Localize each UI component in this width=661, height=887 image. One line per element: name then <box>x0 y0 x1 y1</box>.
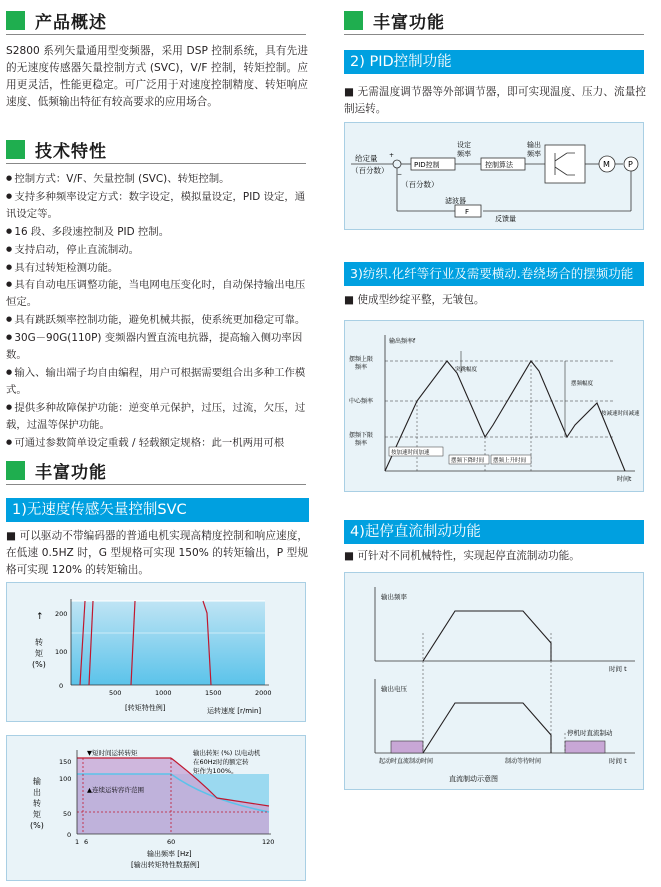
x-tick: 6 <box>84 838 89 846</box>
features-title: 技术特性 <box>35 141 107 162</box>
heading-rule <box>6 34 306 35</box>
x-tick: 500 <box>109 689 122 697</box>
stop-brake-label: 停机时直流制动 <box>567 729 613 737</box>
x-tick: 60 <box>167 838 176 846</box>
filter-f-label: F <box>465 208 470 216</box>
freq-curve <box>423 611 551 661</box>
out-freq-label: 输出频率 <box>381 593 407 601</box>
given-label: 给定量 <box>355 154 378 163</box>
filter-label: 滤波器 <box>445 197 466 205</box>
swing-bar: 3)纺织.化纤等行业及需要横动.卷绕场合的摆频功能 <box>344 262 644 286</box>
swing-text: ■ 使成型纱绽平整，无皱包。 <box>344 294 485 306</box>
pid-text: ■ 无需温度调节器等外部调节器，即可实现温度、压力、流量控制运转。 <box>344 86 646 115</box>
pid-block-label: PID控制 <box>414 161 440 169</box>
algo-block-label: 控制算法 <box>485 161 513 169</box>
svc-bar: 1)无速度传感矢量控制SVC <box>6 498 309 522</box>
brake-caption: 直流制动示意图 <box>449 775 498 783</box>
out-freq-label: 输出频率f <box>389 338 416 345</box>
x-tick: 120 <box>262 838 275 846</box>
torque-speed-chart <box>7 583 307 723</box>
brake-bar: 4)起停直流制动功能 <box>344 520 644 544</box>
list-item: ● 30G－90G(110P) 变频器内置直流电抗器，提高输入侧功率因数。 <box>6 329 310 364</box>
pid-diagram <box>345 123 645 231</box>
x-tick: 2000 <box>255 689 272 697</box>
short-label: ▼短时间运转转矩 <box>87 749 138 757</box>
swing-diagram <box>345 321 645 493</box>
accel-label: 按加速时间加速 <box>391 450 430 456</box>
note-label: 输出转矩 (%) 以电动机在60Hz时的额定转矩作为100%。 <box>193 749 261 775</box>
upper-label: 摆频上限频率 <box>349 356 374 371</box>
list-item: ● 提供多种故障保护功能：逆变单元保护，过压，过流，欠压，过载，过温等保护功能。 <box>6 399 310 434</box>
rich-title-left: 丰富功能 <box>35 462 107 483</box>
list-item: ● 输入、输出端子均自由编程，用户可根据需要组合出多种工作模式。 <box>6 364 310 399</box>
green-square-icon <box>6 11 25 30</box>
list-item: ● 具有跳跃频率控制功能，避免机械共振，使系统更加稳定可靠。 <box>6 311 310 329</box>
overview-heading <box>6 8 306 32</box>
sum-node <box>393 160 401 168</box>
torque-freq-chart <box>7 736 307 882</box>
cont-label: ▲连续运转容许范围 <box>87 786 144 794</box>
brake-text: ■ 可针对不同机械特性，实现起停直流制动功能。 <box>344 550 580 562</box>
heading-rule <box>6 163 306 164</box>
list-item: ● 控制方式：V/F、矢量控制 (SVC)、转矩控制。 <box>6 170 310 188</box>
fall-label: 摆频下降时间 <box>451 458 485 464</box>
minus-sign: − <box>397 171 403 178</box>
y-tick: 0 <box>59 682 64 690</box>
percent-label-2: （百分数） <box>401 180 439 189</box>
time-label-1: 时间 t <box>609 665 627 673</box>
triangle-label: 按减速时间减速 <box>601 411 640 417</box>
features-list <box>6 170 310 452</box>
percent-label: （百分数） <box>351 166 389 175</box>
y-tick: 150 <box>59 758 72 766</box>
green-square-icon <box>6 140 25 159</box>
swing-amp-label: 摆频幅度 <box>571 381 594 387</box>
swing-panel <box>344 320 644 492</box>
y-tick: 50 <box>63 810 72 818</box>
out-freq-label: 输出频率 <box>527 141 541 158</box>
list-item: ● 支持多种频率设定方式：数字设定，模拟量设定，PID 设定，通讯设定等。 <box>6 188 310 223</box>
pid-bar: 2) PID控制功能 <box>344 50 644 74</box>
pid-panel <box>344 122 644 230</box>
feedback-label: 反馈量 <box>495 215 516 223</box>
volt-curve <box>423 703 551 753</box>
lower-label: 摆频下限频率 <box>349 432 374 447</box>
x-tick: 1 <box>75 838 80 846</box>
pump-label: P <box>628 160 633 169</box>
chart-caption: [转矩特性例] <box>125 704 166 712</box>
green-square-icon <box>6 461 25 480</box>
time-label-2: 时间 t <box>609 757 627 765</box>
motor-label: M <box>603 160 610 169</box>
inverter-block <box>545 145 585 183</box>
overview-text: S2800 系列矢量通用型变频器，采用 DSP 控制系统，具有先进的无速度传感器矢量控制方式 (SVC)，V/F 控制，转矩控制。应用更灵活，性能更稳定。可广泛用于对速度控制精度、转矩响应速度、低频输出特征有较高要求的应用场合。 <box>6 45 308 108</box>
overview-title: 产品概述 <box>35 12 107 33</box>
torque-freq-panel <box>6 735 306 881</box>
stop-brake-block <box>565 741 605 753</box>
y-axis-label: 转矩(%) <box>32 638 46 669</box>
start-brake-label: 起动时直流制动时间 <box>379 758 434 765</box>
x-axis-label: 输出频率 [Hz] <box>147 850 192 858</box>
mid-label: 中心频率 <box>349 398 374 405</box>
jump-label: 突跳幅度 <box>455 367 478 373</box>
svc-text: ■ 可以驱动不带编码器的普通电机实现高精度控制和响应速度，在低速 0.5HZ 时，G 型规格可实现 150% 的转矩输出，P 型规格可实现 120% 的转矩输出。 <box>6 530 308 576</box>
list-item: ● 16 段、多段速控制及 PID 控制。 <box>6 223 310 241</box>
out-volt-label: 输出电压 <box>381 685 407 693</box>
heading-rule <box>6 484 306 485</box>
chart-caption: [输出转矩特性数据例] <box>131 861 200 869</box>
list-item: ● 可通过参数简单设定重载 / 轻载额定规格：此一机两用可根 <box>6 434 310 452</box>
torque-speed-panel <box>6 582 306 722</box>
rich-title-right: 丰富功能 <box>373 12 445 33</box>
brake-panel <box>344 572 644 790</box>
brake-diagram <box>345 573 645 791</box>
list-item: ● 支持启动，停止直流制动。 <box>6 241 310 259</box>
y-tick: 0 <box>67 831 72 839</box>
list-item: ● 具有过转矩检测功能。 <box>6 259 310 277</box>
rich-heading-right <box>344 8 644 32</box>
green-square-icon <box>344 11 363 30</box>
y-tick: 100 <box>55 648 68 656</box>
start-brake-block <box>391 741 423 753</box>
y-tick: 200 <box>55 610 68 618</box>
rise-label: 摆频上升时间 <box>493 458 527 464</box>
features-heading <box>6 137 306 161</box>
x-tick: 1500 <box>205 689 222 697</box>
x-tick: 1000 <box>155 689 172 697</box>
y-arrow: ↑ <box>36 612 44 622</box>
plus-sign: + <box>389 152 395 159</box>
plot-area <box>71 601 265 685</box>
time-label: 时间t <box>617 476 632 483</box>
set-freq-label: 设定频率 <box>457 141 471 158</box>
list-item: ● 具有自动电压调整功能，当电网电压变化时，自动保持输出电压恒定。 <box>6 276 310 311</box>
y-tick: 100 <box>59 775 72 783</box>
x-axis-label: 运转速度 [r/min] <box>207 707 262 715</box>
heading-rule <box>344 34 644 35</box>
rich-heading-left <box>6 458 306 482</box>
y-axis-label: 输出转矩(%) <box>30 777 44 830</box>
wait-label: 制动等待时间 <box>505 758 542 765</box>
